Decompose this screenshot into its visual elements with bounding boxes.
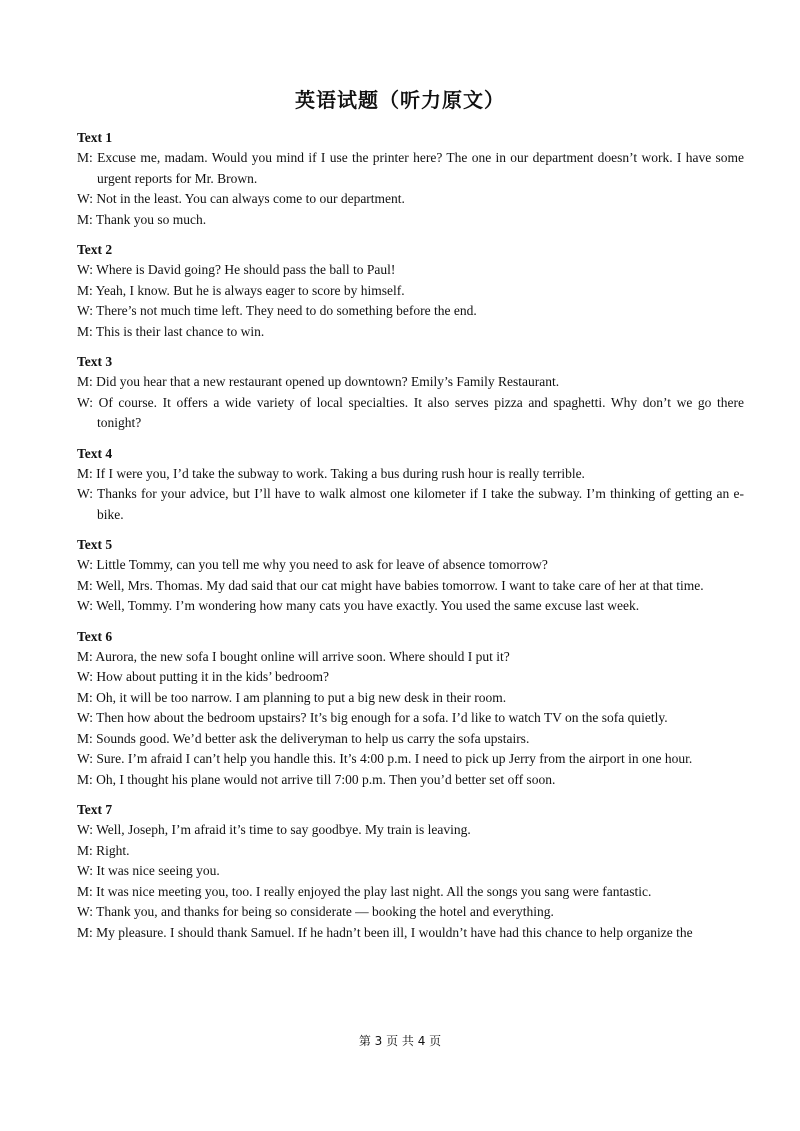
dialogue-line: M: My pleasure. I should thank Samuel. If he hadn’t been ill, I wouldn’t have had this chance to help organize the [77,924,693,940]
text-section-4 [77,444,744,526]
dialogue-line: W: Thanks for your advice, but I’ll have to walk almost one kilometer if I take the subway. I’m thinking of getting an e-bike. [77,486,744,522]
dialogue-line: W: Sure. I’m afraid I can’t help you handle this. It’s 4:00 p.m. I need to pick up Jerry from the airport in one hour. [77,751,693,766]
dialogue-line: W: It was nice seeing you. [77,863,220,878]
dialogue-line: M: Yeah, I know. But he is always eager to score by himself. [77,282,405,298]
section-heading: Text 3 [77,354,113,369]
dialogue-line: M: Well, Mrs. Thomas. My dad said that our cat might have babies tomorrow. I want to take care of her at that time. [77,577,704,593]
transcript-body [77,128,744,953]
section-heading: Text 1 [77,130,113,145]
section-heading: Text 4 [77,445,113,461]
dialogue-line: M: If I were you, I’d take the subway to work. Taking a bus during rush hour is really terrible. [77,465,585,481]
text-section-7 [77,800,744,943]
dialogue-line: M: It was nice meeting you, too. I really enjoyed the play last night. All the songs you sang were fantastic. [77,883,652,899]
dialogue-line: M: Thank you so much. [77,211,207,227]
dialogue-line: M: This is their last chance to win. [77,323,265,339]
section-heading: Text 2 [77,242,113,257]
text-section-1 [77,128,744,230]
dialogue-line: M: Oh, it will be too narrow. I am planning to put a big new desk in their room. [77,689,507,705]
dialogue-line: W: Not in the least. You can always come to our department. [77,191,405,206]
dialogue-line: W: Then how about the bedroom upstairs? It’s big enough for a sofa. I’d like to watch TV on the sofa quietly. [77,710,668,725]
page-title: 英语试题（听力原文） [295,88,505,112]
dialogue-line: W: There’s not much time left. They need to do something before the end. [77,303,477,318]
dialogue-line: M: Excuse me, madam. Would you mind if I use the printer here? The one in our department doesn’t work. I have some urgent reports for Mr. Brown. [77,150,744,186]
dialogue-line: M: Right. [77,842,130,858]
dialogue-line: W: Where is David going? He should pass the ball to Paul! [77,262,396,277]
text-section-3 [77,352,744,434]
dialogue-line: M: Sounds good. We’d better ask the deliveryman to help us carry the sofa upstairs. [77,730,530,746]
dialogue-line: W: Thank you, and thanks for being so considerate — booking the hotel and everything. [77,904,554,919]
dialogue-line: W: Well, Joseph, I’m afraid it’s time to say goodbye. My train is leaving. [77,822,471,837]
dialogue-line: W: Of course. It offers a wide variety of local specialties. It also serves pizza and spaghetti. Why don’t we go there tonight? [77,394,744,430]
dialogue-line: M: Did you hear that a new restaurant opened up downtown? Emily’s Family Restaurant. [77,374,560,389]
dialogue-line: W: How about putting it in the kids’ bedroom? [77,669,329,684]
section-heading: Text 7 [77,802,113,817]
dialogue-line: W: Well, Tommy. I’m wondering how many cats you have exactly. You used the same excuse last week. [77,598,640,613]
page-footer: 第 3 页 共 4 页 [358,1034,442,1048]
text-section-2 [77,240,744,342]
dialogue-line: W: Little Tommy, can you tell me why you need to ask for leave of absence tomorrow? [77,557,548,572]
section-heading: Text 6 [77,628,113,644]
text-section-5 [77,535,744,617]
text-section-6 [77,627,744,791]
dialogue-line: M: Oh, I thought his plane would not arrive till 7:00 p.m. Then you’d better set off soon. [77,771,556,787]
section-heading: Text 5 [77,537,113,552]
dialogue-line: M: Aurora, the new sofa I bought online will arrive soon. Where should I put it? [77,648,510,664]
